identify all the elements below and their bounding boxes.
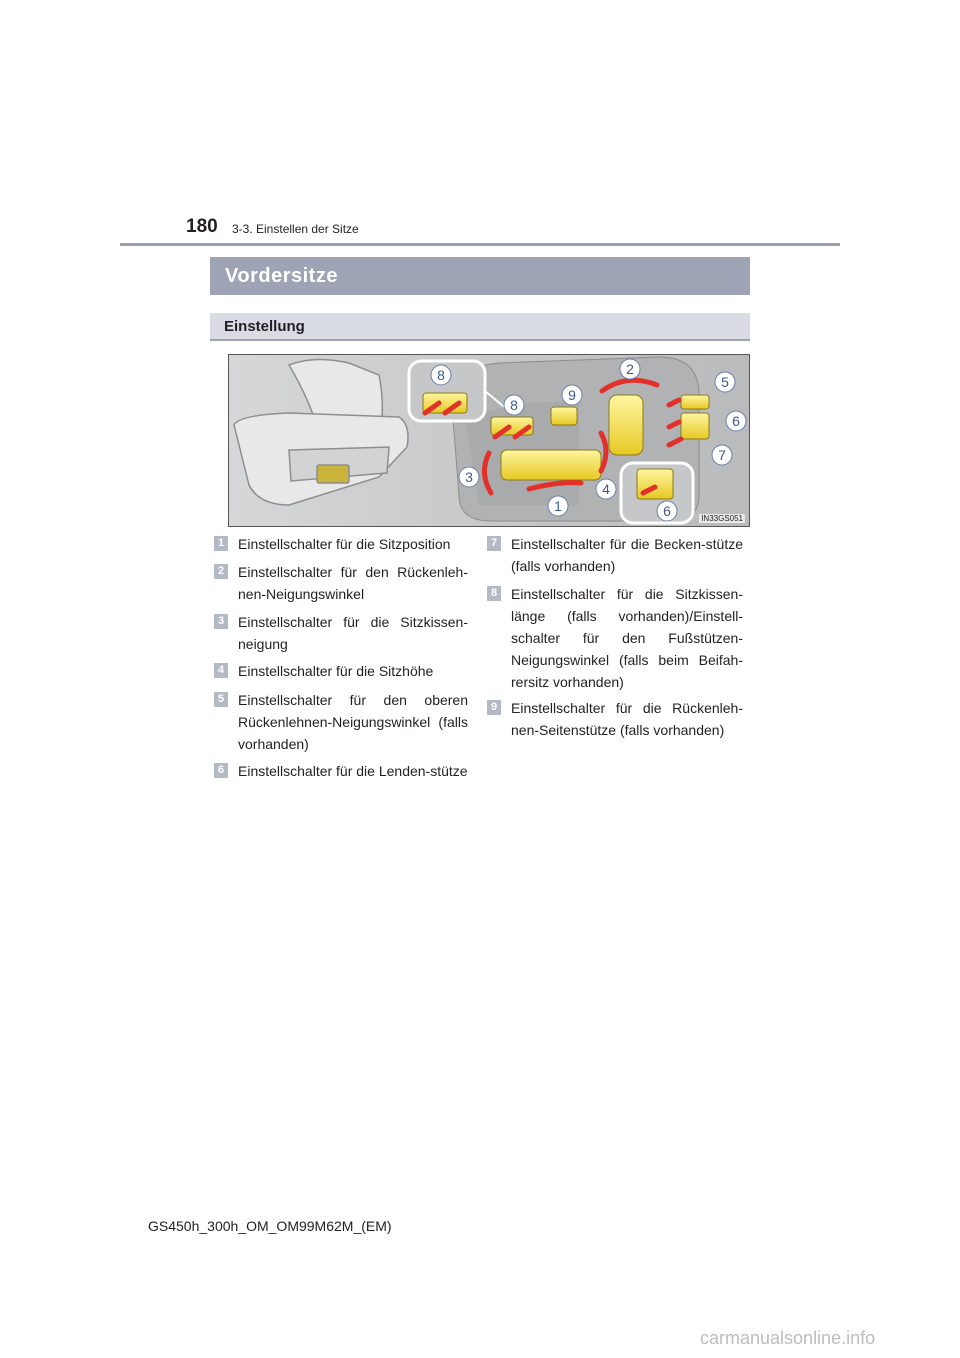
legend-text: Einstellschalter für die Sitzposition: [238, 536, 451, 552]
svg-text:6: 6: [663, 503, 671, 519]
legend-text: Einstellschalter für den Rückenleh-nen-Neigungswinkel: [238, 564, 468, 602]
section-reference: 3-3. Einstellen der Sitze: [232, 222, 359, 236]
callout-2: [620, 359, 640, 379]
legend-number: 6: [214, 763, 228, 778]
figure-code: IN33GS051: [701, 514, 743, 523]
svg-text:7: 7: [718, 447, 726, 463]
document-code-footer: GS450h_300h_OM_OM99M62M_(EM): [148, 1218, 392, 1234]
section-title: Vordersitze: [210, 257, 750, 295]
seat-controls-figure: [228, 354, 750, 527]
svg-text:8: 8: [437, 367, 445, 383]
legend-number: 4: [214, 663, 228, 678]
callout-6b: [657, 501, 677, 521]
svg-text:1: 1: [554, 498, 562, 514]
seat-controls-illustration: [229, 355, 749, 526]
legend-text: Einstellschalter für die Sitzkissen-neigung: [238, 614, 468, 652]
callout-1: [548, 496, 568, 516]
legend-text: Einstellschalter für die Lenden-stütze: [238, 763, 468, 779]
subsection-title: Einstellung: [210, 313, 750, 341]
callout-8b: [504, 395, 524, 415]
legend-number: 3: [214, 614, 228, 629]
legend-number: 5: [214, 692, 228, 707]
legend-number: 2: [214, 564, 228, 579]
svg-text:6: 6: [732, 413, 740, 429]
callout-4: [596, 479, 616, 499]
header-rule: [120, 243, 840, 246]
watermark: carmanualsonline.info: [700, 1328, 876, 1348]
callout-3: [459, 467, 479, 487]
callout-6a: [726, 411, 746, 431]
svg-text:5: 5: [721, 374, 729, 390]
callout-5: [715, 372, 735, 392]
legend-number: 7: [487, 536, 501, 551]
legend-number: 8: [487, 586, 501, 601]
svg-text:9: 9: [568, 387, 576, 403]
callout-9: [562, 385, 582, 405]
legend-text: Einstellschalter für die Becken-stütze (falls vorhanden): [511, 536, 743, 574]
page-number: 180: [186, 216, 218, 237]
svg-text:8: 8: [510, 397, 518, 413]
legend-text: Einstellschalter für die Rückenleh-nen-Seitenstütze (falls vorhanden): [511, 700, 743, 738]
legend-text: Einstellschalter für den oberen Rückenlehnen-Neigungswinkel (falls vorhanden): [238, 692, 468, 752]
legend-text: Einstellschalter für die Sitzkissen-länge (falls vorhanden)/Einstell-schalter für den Fußstützen-Neigungswinkel (falls beim Beifah-rersitz vorhanden): [511, 586, 743, 690]
svg-text:2: 2: [626, 361, 634, 377]
callout-7: [712, 445, 732, 465]
legend-text: Einstellschalter für die Sitzhöhe: [238, 663, 434, 679]
svg-text:3: 3: [465, 469, 473, 485]
svg-text:4: 4: [602, 481, 610, 497]
legend-number: 1: [214, 536, 228, 551]
legend-number: 9: [487, 700, 501, 715]
callout-8a: [431, 365, 451, 385]
